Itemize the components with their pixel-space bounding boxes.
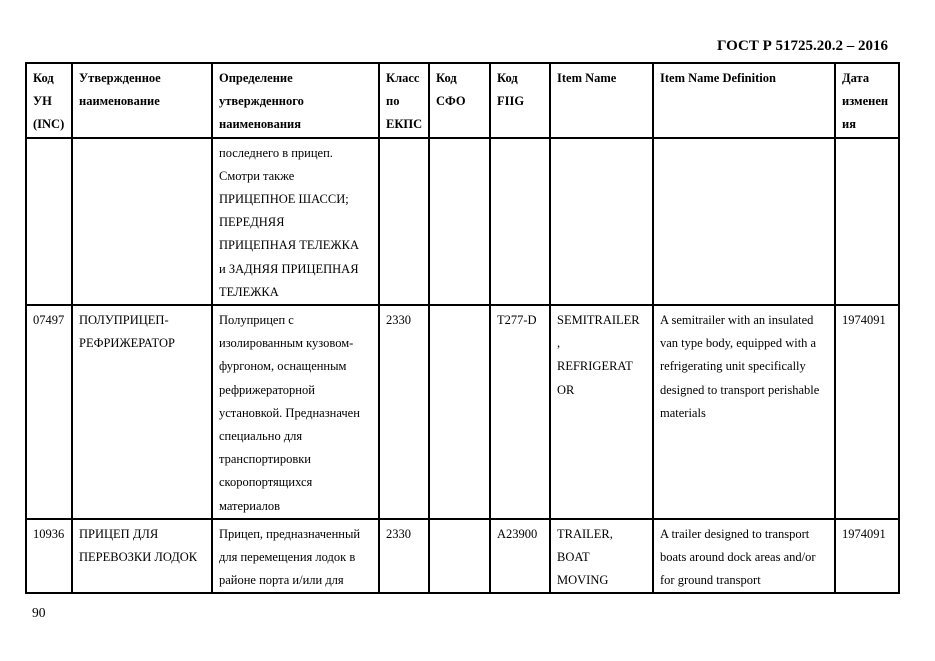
cell-text: изолированным кузовом- [219, 336, 354, 351]
cell-text: T277-D [497, 313, 537, 328]
header-text: наименование [79, 94, 160, 109]
cell-text: 1974091 [842, 313, 886, 328]
cell-text: РЕФРИЖЕРАТОР [79, 336, 176, 351]
cell-inc-code [26, 305, 72, 519]
cell-text: для перемещения лодок в [219, 550, 356, 565]
cell-approved-name [72, 305, 212, 519]
cell-text: Прицеп, предназначенный [219, 526, 361, 541]
cell-approved-name-definition [212, 519, 379, 594]
cell-text: скоропортящихся [219, 475, 313, 490]
cell-text: рефрижераторной [219, 382, 315, 397]
cell-approved-name-definition [212, 138, 379, 305]
cell-item-name [550, 519, 653, 594]
cell-sfo-code [429, 519, 490, 594]
cell-text: транспортировки [219, 452, 311, 467]
header-text: утвержденного [219, 94, 304, 109]
cell-change-date [835, 138, 899, 305]
cell-text: 07497 [33, 313, 65, 328]
cell-text: designed to transport perishable [660, 382, 820, 397]
header-text: ия [842, 117, 856, 132]
cell-item-name-definition [653, 519, 835, 594]
cell-approved-name [72, 138, 212, 305]
cell-text: Полуприцеп с [219, 313, 294, 328]
cell-text: materials [660, 405, 706, 420]
header-text: Код [436, 71, 457, 85]
table-header-row [26, 63, 899, 138]
cell-inc-code [26, 138, 72, 305]
header-sfo-code [429, 63, 490, 138]
cell-text: , [557, 336, 561, 351]
cell-text: районе порта и/или для [219, 573, 344, 588]
cell-text: ПЕРЕВОЗКИ ЛОДОК [79, 550, 198, 565]
cell-text: 10936 [33, 526, 65, 541]
cell-item-name-definition [653, 305, 835, 519]
header-text: Определение [219, 71, 293, 85]
cell-text: установкой. Предназначен [219, 405, 360, 420]
cell-text: A semitrailer with an insulated [660, 313, 814, 328]
cell-fiig-code [490, 305, 550, 519]
cell-text: BOAT [557, 550, 590, 565]
cell-ekps-class [379, 519, 429, 594]
cell-text: for ground transport [660, 573, 761, 588]
header-text: Item Name [557, 71, 617, 85]
header-approved-name-definition [212, 63, 379, 138]
cell-text: A trailer designed to transport [660, 526, 810, 541]
header-text: Код [33, 71, 54, 85]
header-inc-code [26, 63, 72, 138]
table-row [26, 138, 899, 305]
cell-change-date [835, 305, 899, 519]
cell-text: 2330 [386, 313, 411, 328]
cell-text: MOVING [557, 573, 609, 588]
cell-text: SEMITRAILER [557, 313, 640, 328]
header-text: Дата [842, 71, 870, 85]
cell-sfo-code [429, 138, 490, 305]
cell-text: ПРИЦЕП ДЛЯ [79, 526, 159, 541]
cell-item-name [550, 138, 653, 305]
cell-ekps-class [379, 305, 429, 519]
cell-text: ПРИЦЕПНАЯ ТЕЛЕЖКА [219, 238, 359, 253]
header-text: FIIG [497, 94, 525, 109]
header-text: Код [497, 71, 518, 85]
cell-text: фургоном, оснащенным [219, 359, 347, 374]
header-text: Класс [386, 71, 420, 85]
cell-text: van type body, equipped with a [660, 336, 817, 351]
cell-text: A23900 [497, 526, 538, 541]
table-row [26, 305, 899, 519]
document-title: ГОСТ Р 51725.20.2 – 2016 [716, 38, 888, 54]
table-row [26, 519, 899, 594]
cell-text: последнего в прицеп. [219, 145, 333, 160]
cell-ekps-class [379, 138, 429, 305]
header-text: наименования [219, 117, 302, 132]
cell-approved-name [72, 519, 212, 594]
header-change-date [835, 63, 899, 138]
header-ekps-class [379, 63, 429, 138]
cell-text: ПОЛУПРИЦЕП- [79, 313, 169, 328]
header-text: изменен [842, 94, 889, 109]
header-text: (INC) [33, 117, 65, 132]
header-item-name-definition [653, 63, 835, 138]
cell-text: специально для [219, 429, 303, 444]
cell-text: материалов [219, 498, 281, 513]
cell-text: ПРИЦЕПНОЕ ШАССИ; [219, 192, 349, 207]
cell-approved-name-definition [212, 305, 379, 519]
header-text: Item Name Definition [660, 71, 776, 85]
cell-fiig-code [490, 138, 550, 305]
cell-item-name-definition [653, 138, 835, 305]
cell-change-date [835, 519, 899, 594]
header-item-name [550, 63, 653, 138]
header-approved-name [72, 63, 212, 138]
cell-text: TRAILER, [557, 526, 613, 541]
cell-text: ТЕЛЕЖКА [219, 284, 279, 299]
cell-text: и ЗАДНЯЯ ПРИЦЕПНАЯ [219, 261, 359, 276]
header-text: по [386, 94, 400, 109]
cell-text: 1974091 [842, 526, 886, 541]
header-text: УН [33, 94, 52, 109]
cell-text: boats around dock areas and/or [660, 550, 816, 565]
cell-text: ПЕРЕДНЯЯ [219, 215, 285, 230]
cell-text: REFRIGERAT [557, 359, 633, 374]
header-text: ЕКПС [386, 117, 423, 132]
cell-inc-code [26, 519, 72, 594]
cell-fiig-code [490, 519, 550, 594]
cell-text: 2330 [386, 526, 411, 541]
item-names-table [25, 62, 900, 594]
cell-text: refrigerating unit specifically [660, 359, 806, 374]
page-number: 90 [32, 605, 46, 620]
cell-text: Смотри также [219, 168, 295, 183]
cell-text: OR [557, 382, 575, 397]
header-text: Утвержденное [79, 71, 161, 85]
cell-item-name [550, 305, 653, 519]
cell-sfo-code [429, 305, 490, 519]
header-text: СФО [436, 94, 466, 109]
header-fiig-code [490, 63, 550, 138]
